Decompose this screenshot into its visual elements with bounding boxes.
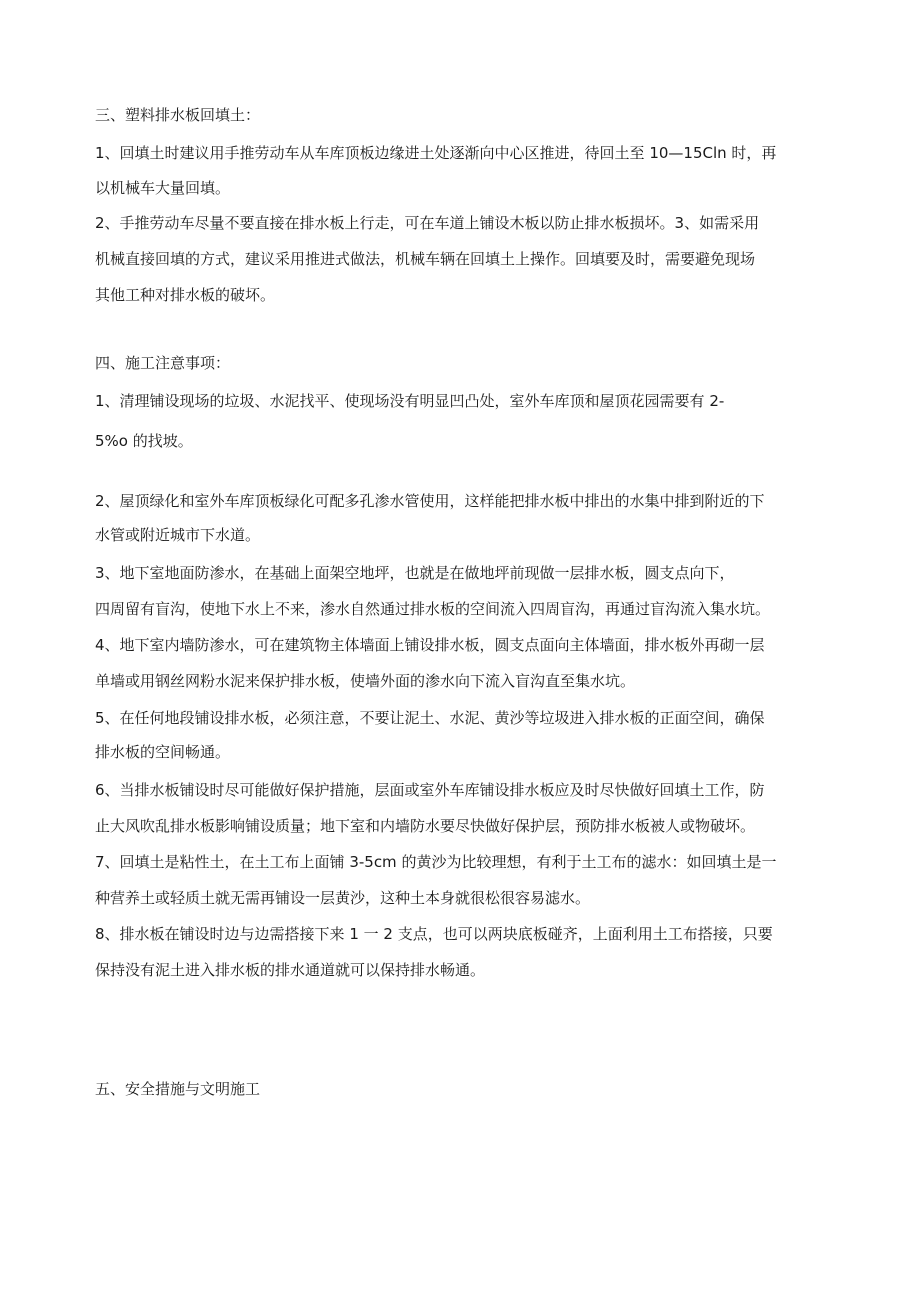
paragraph-line: 保持没有泥土进入排水板的排水通道就可以保持排水畅通。 bbox=[95, 961, 486, 979]
paragraph-line: 6、当排水板铺设时尽可能做好保护措施，层面或室外车库铺设排水板应及时尽快做好回填土工作，防 bbox=[95, 781, 765, 799]
section-3-heading: 三、塑料排水板回填土： bbox=[95, 106, 261, 124]
paragraph-line: 其他工种对排水板的破坏。 bbox=[95, 286, 276, 304]
paragraph-line: 3、地下室地面防渗水，在基础上面架空地坪，也就是在做地坪前现做一层排水板，圆支点向下， bbox=[95, 564, 735, 582]
paragraph-line: 5%o 的找坡。 bbox=[95, 432, 193, 450]
section-5-heading: 五、安全措施与文明施工 bbox=[95, 1080, 261, 1098]
section-4-heading: 四、施工注意事项： bbox=[95, 354, 231, 372]
paragraph-line: 7、回填土是粘性土，在土工布上面铺 3-5cm 的黄沙为比较理想，有利于土工布的滤水：如回填土是一 bbox=[95, 853, 777, 871]
paragraph-line: 2、屋顶绿化和室外车库顶板绿化可配多孔渗水管使用，这样能把排水板中排出的水集中排到附近的下 bbox=[95, 492, 765, 510]
paragraph-line: 4、地下室内墙防渗水，可在建筑物主体墙面上铺设排水板，圆支点面向主体墙面，排水板外再砌一层 bbox=[95, 636, 765, 654]
paragraph-line: 单墙或用钢丝网粉水泥来保护排水板，使墙外面的渗水向下流入盲沟直至集水坑。 bbox=[95, 672, 636, 690]
paragraph-line: 8、排水板在铺设时边与边需搭接下来 1 一 2 支点，也可以两块底板碰齐，上面利用土工布搭接，只要 bbox=[95, 925, 773, 943]
paragraph-line: 1、回填土时建议用手推劳动车从车库顶板边缘进土处逐渐向中心区推进，待回土至 10—15Cln 时，再 bbox=[95, 144, 777, 162]
paragraph-line: 四周留有盲沟，使地下水上不来，渗水自然通过排水板的空间流入四周盲沟，再通过盲沟流入集水坑。 bbox=[95, 600, 771, 618]
paragraph-line: 1、清理铺设现场的垃圾、水泥找平、使现场没有明显凹凸处，室外车库顶和屋顶花园需要有 2- bbox=[95, 392, 725, 410]
paragraph-line: 水管或附近城市下水道。 bbox=[95, 526, 261, 544]
paragraph-line: 机械直接回填的方式，建议采用推进式做法，机械车辆在回填土上操作。回填要及时，需要避免现场 bbox=[95, 250, 756, 268]
paragraph-line: 止大风吹乱排水板影响铺设质量；地下室和内墙防水要尽快做好保护层，预防排水板被人或物破坏。 bbox=[95, 817, 756, 835]
paragraph-line: 排水板的空间畅通。 bbox=[95, 743, 231, 761]
paragraph-line: 以机械车大量回填。 bbox=[95, 179, 231, 197]
paragraph-line: 2、手推劳动车尽量不要直接在排水板上行走，可在车道上铺设木板以防止排水板损坏。3、如需采用 bbox=[95, 214, 760, 232]
paragraph-line: 5、在任何地段铺设排水板，必须注意，不要让泥土、水泥、黄沙等垃圾进入排水板的正面空间，确保 bbox=[95, 709, 765, 727]
paragraph-line: 种营养土或轻质土就无需再铺设一层黄沙，这种土本身就很松很容易滤水。 bbox=[95, 889, 591, 907]
